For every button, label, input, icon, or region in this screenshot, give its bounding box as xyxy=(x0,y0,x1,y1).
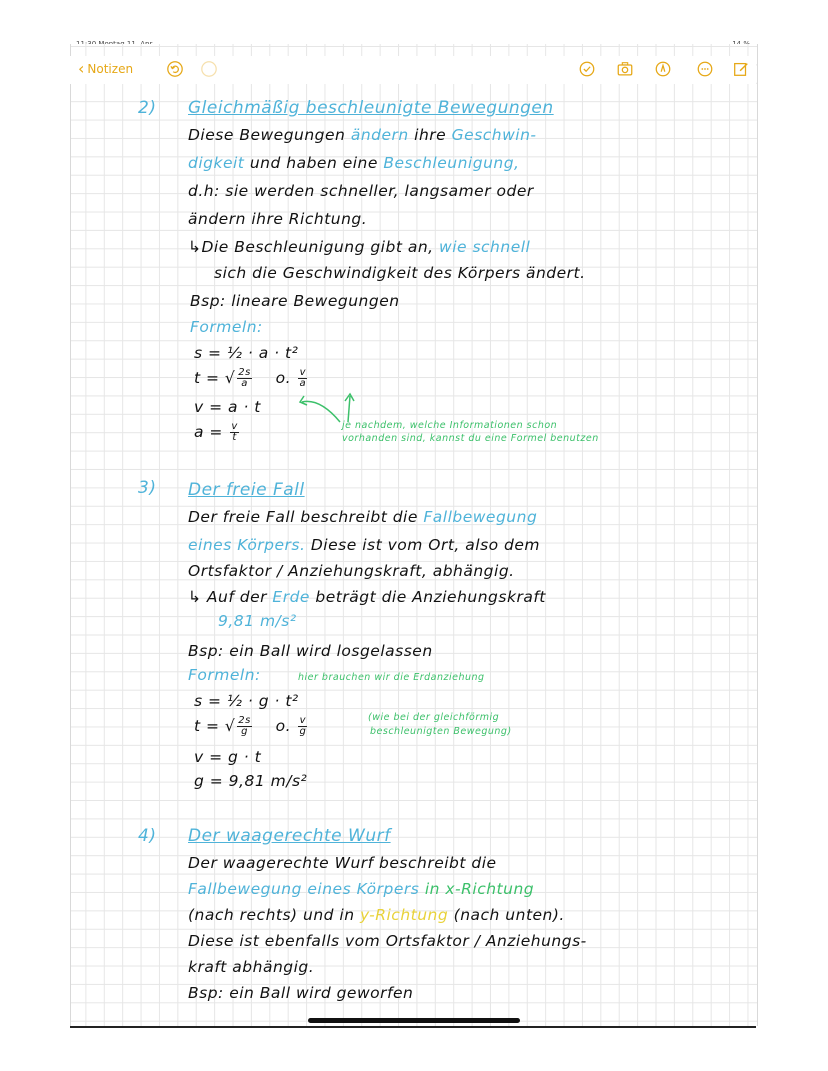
back-label: Notizen xyxy=(87,62,134,76)
sec2-note-1: je nachdem, welche Informationen schon xyxy=(342,420,558,431)
section-3-title: Der freie Fall xyxy=(188,480,305,500)
sec2-formula-a: a = $\frac{v}{t}$ xyxy=(194,421,238,443)
chevron-left-icon: ‹ xyxy=(78,59,85,78)
sec2-line4: ändern ihre Richtung. xyxy=(188,210,368,228)
sec2-formeln: Formeln: xyxy=(190,318,263,336)
sec4-line3: (nach rechts) und in y-Richtung (nach unten). xyxy=(188,906,565,924)
sec3-line1: Der freie Fall beschreibt die Fallbewegung xyxy=(188,508,538,526)
sec2-line6: sich die Geschwindigkeit des Körpers ändert. xyxy=(214,264,586,282)
sec2-line5: ↳Die Beschleunigung gibt an, wie schnell xyxy=(188,238,531,256)
sec2-note-2: vorhanden sind, kannst du eine Formel benutzen xyxy=(342,433,599,444)
sec3-note-2b: beschleunigten Bewegung) xyxy=(370,726,512,737)
sec4-line1: Der waagerechte Wurf beschreibt die xyxy=(188,854,497,872)
section-3-number: 3) xyxy=(138,478,157,498)
sec3-formula-g: g = 9,81 m/s² xyxy=(194,772,308,790)
sec4-line6: Bsp: ein Ball wird geworfen xyxy=(188,984,414,1002)
sec4-line4: Diese ist ebenfalls vom Ortsfaktor / Anziehungs- xyxy=(188,932,587,950)
sec2-formula-s: s = ½ · a · t² xyxy=(194,344,299,362)
sec2-line2: digkeit und haben eine Beschleunigung, xyxy=(188,154,520,172)
sec2-formula-v: v = a · t xyxy=(194,398,261,416)
sec2-line3: d.h: sie werden schneller, langsamer oder xyxy=(188,182,534,200)
sec4-line5: kraft abhängig. xyxy=(188,958,315,976)
section-2-title: Gleichmäßig beschleunigte Bewegungen xyxy=(188,98,554,118)
section-4-title: Der waagerechte Wurf xyxy=(188,826,391,846)
sec4-line2: Fallbewegung eines Körpers in x-Richtung xyxy=(188,880,535,898)
section-2-number: 2) xyxy=(138,98,157,118)
sec3-formula-t: t = √ $\frac{2s}{g}$ o. $\frac{v}{g}$ xyxy=(194,715,307,737)
page-bottom-edge xyxy=(70,1026,756,1028)
sec2-line1: Diese Bewegungen ändern ihre Geschwin- xyxy=(188,126,537,144)
section-4-number: 4) xyxy=(138,826,157,846)
sec3-line3: Ortsfaktor / Anziehungskraft, abhängig. xyxy=(188,562,515,580)
sec3-formeln: Formeln: xyxy=(188,666,261,684)
sec3-line5: 9,81 m/s² xyxy=(218,612,297,630)
sec3-note-2a: (wie bei der gleichförmig xyxy=(368,712,500,723)
sec3-formula-v: v = g · t xyxy=(194,748,262,766)
home-indicator[interactable] xyxy=(308,1018,520,1023)
sec2-formula-t: t = √ $\frac{2s}{a}$ o. $\frac{v}{a}$ xyxy=(194,367,307,389)
sec3-line6: Bsp: ein Ball wird losgelassen xyxy=(188,642,433,660)
sec3-formula-s: s = ½ · g · t² xyxy=(194,692,299,710)
sec3-note-top: hier brauchen wir die Erdanziehung xyxy=(298,672,485,683)
sec3-line2: eines Körpers. Diese ist vom Ort, also dem xyxy=(188,536,541,554)
sec3-line4: ↳ Auf der Erde beträgt die Anziehungskraft xyxy=(188,588,546,606)
sec2-line7: Bsp: lineare Bewegungen xyxy=(190,292,400,310)
